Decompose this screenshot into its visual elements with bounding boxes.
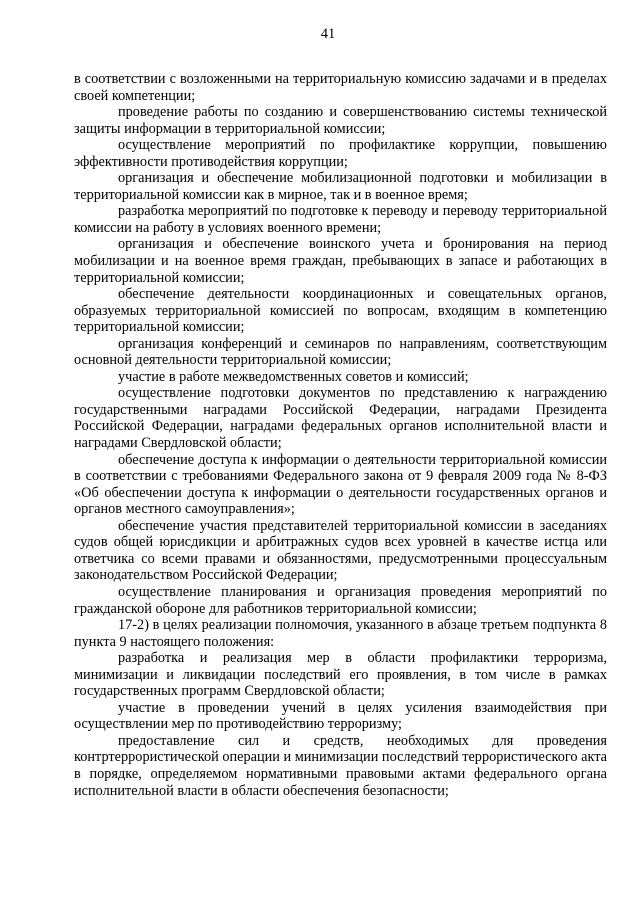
paragraph: участие в проведении учений в целях усиления взаимодействия при осуществлении мер по противодействию терроризму; xyxy=(74,699,607,733)
paragraph: осуществление мероприятий по профилактике коррупции, повышению эффективности противодействия коррупции; xyxy=(74,137,607,170)
paragraph: осуществление планирования и организация проведения мероприятий по гражданской обороне для работников территориальной комиссии; xyxy=(74,583,607,617)
paragraph: организация и обеспечение воинского учета и бронирования на период мобилизации и на военное время граждан, пребывающих в запасе и работающих в территориальной комиссии; xyxy=(74,236,607,286)
paragraph: 17-2) в целях реализации полномочия, указанного в абзаце третьем подпункта 8 пункта 9 настоящего положения: xyxy=(74,617,607,650)
paragraph: предоставление сил и средств, необходимых для проведения контртеррористической операции и минимизации последствий террористического акта в порядке, определяемом нормативными правовыми актами федерального органа исполнительной власти в области обеспечения безопасности; xyxy=(74,732,608,799)
paragraph: организация и обеспечение мобилизационной подготовки и мобилизации в территориальной комиссии как в мирное, так и в военное время; xyxy=(74,170,607,203)
paragraph: обеспечение доступа к информации о деятельности территориальной комиссии в соответствии с требованиями Федерального закона от 9 февраля 2009 года № 8-ФЗ «Об обеспечении доступа к информации о деятельности государственных органов и органов местного самоуправления»; xyxy=(74,451,607,518)
paragraph: участие в работе межведомственных советов и комиссий; xyxy=(118,368,469,385)
paragraph: организация конференций и семинаров по направлениям, соответствующим основной деятельности территориальной комиссии; xyxy=(74,335,607,369)
document-body xyxy=(74,71,607,799)
paragraph: осуществление подготовки документов по представлению к награждению государственными наградами Российской Федерации, наградами Президента Российской Федерации, наградами федеральных органов исполнительной власти и наградами Свердловской области; xyxy=(74,385,607,452)
paragraph: обеспечение участия представителей территориальной комиссии в заседаниях судов общей юрисдикции и арбитражных судов всех уровней в качестве истца или ответчика со всеми правами и обязанностями, предусмотренными процессуальным законодательством Российской Федерации; xyxy=(74,517,607,584)
paragraph: разработка мероприятий по подготовке к переводу и переводу территориальной комиссии на работу в условиях военного времени; xyxy=(74,203,607,236)
paragraph: обеспечение деятельности координационных и совещательных органов, образуемых территориальной комиссией по вопросам, входящим в компетенцию территориальной комиссии; xyxy=(74,286,607,336)
page-number: 41 xyxy=(320,26,336,42)
paragraph: в соответствии с возложенными на территориальную комиссию задачами и в пределах своей компетенции; xyxy=(74,71,607,104)
paragraph: разработка и реализация мер в области профилактики терроризма, минимизации и ликвидации последствий его проявления, в том числе в рамках государственных программ Свердловской области; xyxy=(74,650,607,700)
paragraph: проведение работы по созданию и совершенствованию системы технической защиты информации в территориальной комиссии; xyxy=(74,104,607,137)
